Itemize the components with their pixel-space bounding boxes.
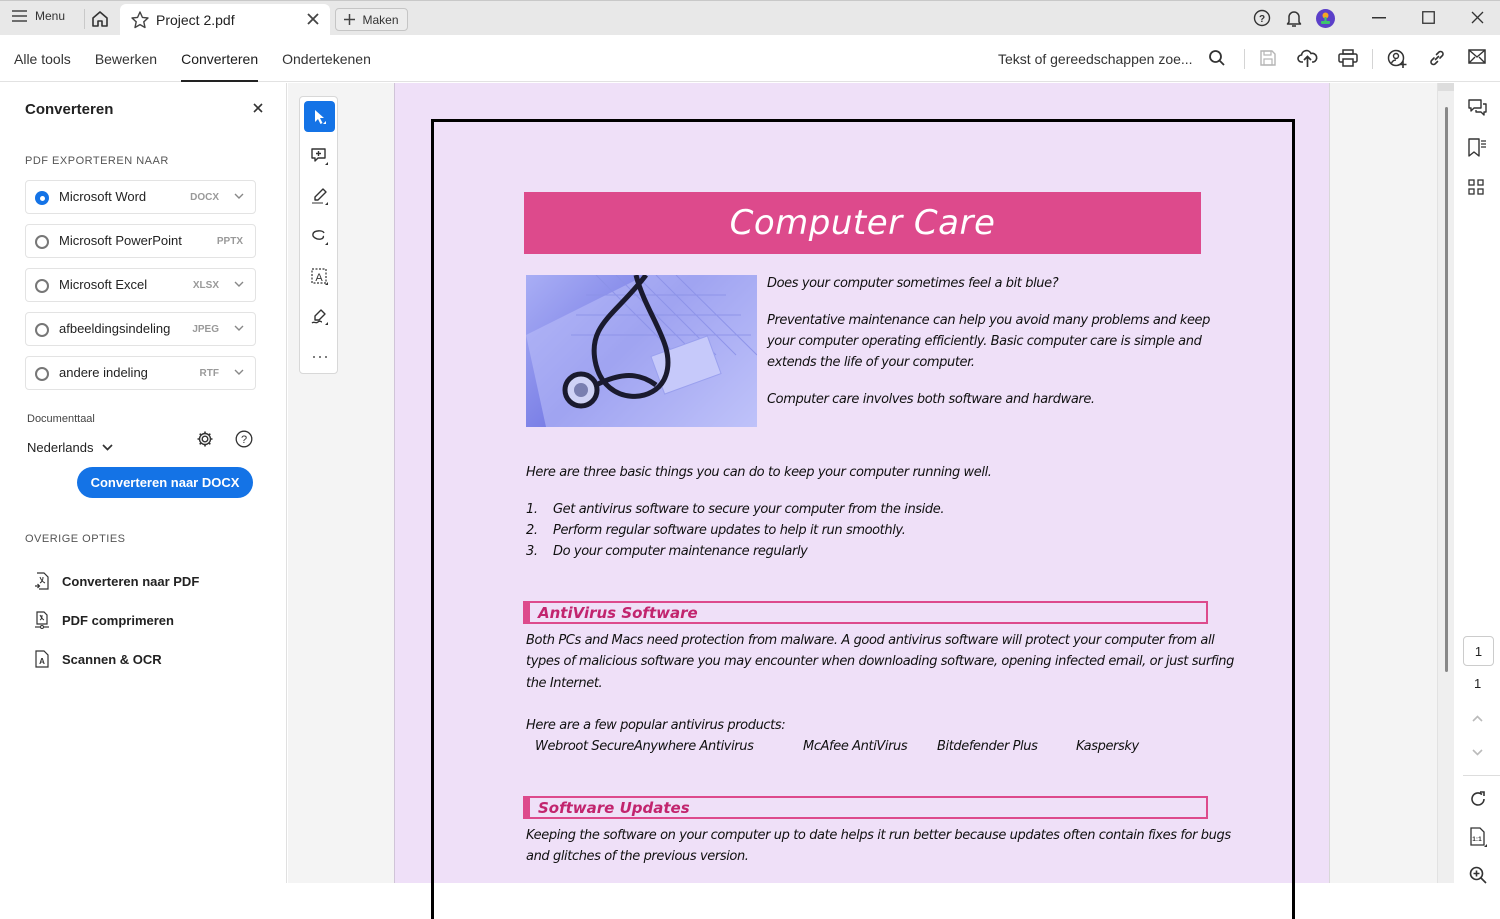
paragraph-line: Keeping the software on your computer up to date helps it run better because updates often contain fixes for bugs bbox=[526, 828, 1231, 843]
gear-icon bbox=[196, 430, 214, 448]
radio[interactable] bbox=[35, 279, 49, 293]
format-badge: XLSX bbox=[192, 280, 219, 291]
settings-button[interactable] bbox=[196, 430, 214, 448]
page-count: 1 bbox=[1474, 676, 1482, 691]
maximize-button[interactable] bbox=[1422, 11, 1435, 24]
format-badge: RTF bbox=[199, 368, 219, 379]
svg-text:?: ? bbox=[240, 434, 248, 446]
help-button[interactable] bbox=[235, 430, 253, 448]
other-options-label: OVERIGE OPTIES bbox=[25, 533, 126, 545]
list-item: Do your computer maintenance regularly bbox=[553, 544, 808, 559]
format-badge: PPTX bbox=[216, 236, 243, 247]
save-icon bbox=[1259, 49, 1277, 67]
export-option-image[interactable] bbox=[25, 312, 256, 346]
radio[interactable] bbox=[35, 235, 49, 249]
tab-title: Project 2.pdf bbox=[156, 12, 235, 28]
thumbnails-icon bbox=[1468, 179, 1484, 195]
viewer-gutter bbox=[1329, 83, 1437, 883]
radio[interactable] bbox=[35, 367, 49, 381]
export-option-other[interactable] bbox=[25, 356, 256, 390]
export-option-excel[interactable] bbox=[25, 268, 256, 302]
new-label: Maken bbox=[362, 12, 399, 27]
draw-button[interactable] bbox=[304, 221, 335, 252]
bookmarks-button[interactable] bbox=[1468, 138, 1487, 157]
save-button[interactable] bbox=[1259, 49, 1277, 67]
print-button[interactable] bbox=[1338, 49, 1358, 67]
section-heading-updates bbox=[523, 796, 1208, 819]
export-option-word[interactable] bbox=[25, 180, 256, 214]
product-name: Webroot SecureAnywhere Antivirus bbox=[535, 739, 754, 754]
intro-line: Computer care involves both software and hardware. bbox=[767, 392, 1095, 407]
radio-selected[interactable] bbox=[35, 191, 49, 205]
sign-button[interactable] bbox=[304, 301, 335, 332]
panel-title: Converteren bbox=[25, 101, 114, 118]
close-tab-icon[interactable] bbox=[306, 12, 320, 26]
document-tab[interactable] bbox=[120, 4, 330, 36]
share-user-icon bbox=[1387, 49, 1408, 69]
title-bar bbox=[0, 0, 1500, 35]
product-name: Kaspersky bbox=[1076, 739, 1139, 754]
help-icon bbox=[1253, 9, 1271, 27]
menu-label: Menu bbox=[35, 9, 66, 23]
document-language-label: Documenttaal bbox=[27, 413, 95, 425]
thumbnails-button[interactable] bbox=[1468, 179, 1484, 195]
highlight-pen-icon bbox=[310, 187, 330, 207]
export-option-powerpoint[interactable] bbox=[25, 224, 256, 258]
tab-alle-tools[interactable]: Alle tools bbox=[14, 51, 71, 67]
maximize-icon bbox=[1422, 11, 1435, 24]
chevron-down-icon[interactable] bbox=[234, 369, 244, 375]
format-badge: JPEG bbox=[192, 324, 219, 335]
document-language-dropdown[interactable] bbox=[27, 440, 113, 455]
section-heading-antivirus bbox=[523, 601, 1208, 624]
product-name: Bitdefender Plus bbox=[937, 739, 1038, 754]
quick-tools bbox=[299, 96, 338, 374]
chevron-down-icon[interactable] bbox=[234, 193, 244, 199]
list-item: Perform regular software updates to help it run smoothly. bbox=[553, 523, 906, 538]
main-toolbar bbox=[0, 35, 1500, 82]
upload-button[interactable] bbox=[1297, 49, 1318, 68]
select-cursor-icon bbox=[310, 107, 330, 127]
page-number-input[interactable]: 1 bbox=[1463, 636, 1494, 666]
menu-icon bbox=[12, 10, 27, 22]
divider bbox=[1372, 49, 1373, 69]
divider bbox=[1463, 775, 1500, 776]
close-icon bbox=[253, 103, 263, 113]
add-comment-icon bbox=[310, 147, 330, 167]
list-number: 2. bbox=[526, 523, 538, 538]
star-icon[interactable] bbox=[130, 10, 150, 30]
minimize-button[interactable] bbox=[1372, 17, 1386, 19]
paragraph-line: Both PCs and Macs need protection from malware. A good antivirus software will protect your computer from all bbox=[526, 633, 1215, 648]
notifications-button[interactable] bbox=[1285, 9, 1303, 28]
scan-ocr-icon bbox=[34, 650, 50, 668]
document-title-banner bbox=[524, 192, 1201, 254]
right-rail bbox=[1454, 83, 1500, 883]
mail-icon bbox=[1468, 49, 1486, 64]
panel-close-button[interactable] bbox=[253, 103, 263, 113]
avatar[interactable] bbox=[1316, 9, 1335, 28]
plus-icon bbox=[344, 14, 355, 25]
comments-icon bbox=[1468, 99, 1487, 117]
search-icon bbox=[1208, 49, 1226, 67]
tab-bewerken[interactable]: Bewerken bbox=[94, 51, 158, 67]
rotate-icon bbox=[1469, 790, 1487, 808]
intro-line: your computer operating efficiently. Basic computer care is simple and bbox=[767, 334, 1202, 349]
more-icon bbox=[312, 355, 328, 359]
paragraph-line: the Internet. bbox=[526, 676, 603, 691]
divider bbox=[84, 9, 85, 29]
export-section-label: PDF EXPORTEREN NAAR bbox=[25, 155, 169, 167]
svg-text:?: ? bbox=[1258, 14, 1266, 25]
pdf-page bbox=[431, 119, 1295, 919]
scroll-up-arrow[interactable] bbox=[1438, 83, 1455, 91]
chevron-down-icon[interactable] bbox=[234, 325, 244, 331]
add-comment-button[interactable] bbox=[304, 141, 335, 172]
home-icon bbox=[90, 9, 110, 29]
document-language-value: Nederlands bbox=[27, 440, 94, 455]
radio[interactable] bbox=[35, 323, 49, 337]
document-viewer[interactable] bbox=[394, 83, 1329, 883]
products-intro: Here are a few popular antivirus products: bbox=[526, 718, 786, 733]
compress-pdf-option[interactable] bbox=[34, 611, 174, 629]
help-icon bbox=[235, 430, 253, 448]
option-label: Microsoft Excel bbox=[59, 277, 148, 292]
freehand-draw-icon bbox=[310, 227, 330, 247]
list-item: Get antivirus software to secure your computer from the inside. bbox=[553, 502, 945, 517]
rotate-button[interactable] bbox=[1469, 790, 1487, 808]
text-select-button[interactable] bbox=[304, 261, 335, 292]
print-icon bbox=[1338, 49, 1358, 67]
paragraph-line: types of malicious software you may encounter when downloading software, opening infected email, or just surfing bbox=[526, 654, 1234, 669]
option-label: Scannen & OCR bbox=[62, 651, 162, 667]
section-heading-text: Software Updates bbox=[538, 799, 690, 817]
sign-icon bbox=[310, 307, 330, 327]
help-button[interactable] bbox=[1253, 9, 1271, 27]
page-up-icon bbox=[1472, 715, 1483, 722]
vertical-scrollbar[interactable] bbox=[1437, 83, 1454, 883]
svg-text:1:1: 1:1 bbox=[1472, 836, 1482, 843]
page-down-button[interactable] bbox=[1472, 749, 1483, 756]
paragraph-line: and glitches of the previous version. bbox=[526, 849, 749, 864]
option-label: Microsoft PowerPoint bbox=[59, 233, 182, 248]
zoom-in-button[interactable] bbox=[1469, 866, 1487, 884]
stethoscope-laptop-image bbox=[526, 275, 757, 427]
window-close-icon bbox=[1471, 11, 1484, 24]
home-button[interactable] bbox=[90, 9, 110, 29]
email-button[interactable] bbox=[1468, 49, 1486, 64]
convert-to-pdf-option[interactable] bbox=[34, 572, 199, 590]
option-label: afbeeldingsindeling bbox=[59, 321, 171, 336]
scan-ocr-option[interactable] bbox=[34, 650, 162, 668]
select-tool-button[interactable] bbox=[304, 101, 335, 132]
bell-icon bbox=[1285, 9, 1303, 28]
search-button[interactable] bbox=[1208, 49, 1226, 67]
option-label: Microsoft Word bbox=[59, 189, 147, 204]
convert-to-pdf-icon bbox=[34, 572, 50, 590]
comments-button[interactable] bbox=[1468, 99, 1487, 117]
option-label: Converteren naar PDF bbox=[62, 573, 200, 589]
actual-size-button[interactable] bbox=[1469, 827, 1487, 847]
tab-converteren[interactable]: Converteren bbox=[181, 35, 258, 82]
menu-button[interactable] bbox=[12, 9, 65, 23]
intro-line: Preventative maintenance can help you avoid many problems and keep bbox=[767, 313, 1210, 328]
chevron-down-icon[interactable] bbox=[234, 281, 244, 287]
copy-link-button[interactable] bbox=[1428, 49, 1446, 67]
chevron-down-icon bbox=[102, 444, 113, 451]
svg-text:A: A bbox=[314, 271, 323, 284]
tool-tabs bbox=[14, 35, 371, 82]
window-close-button[interactable] bbox=[1471, 11, 1484, 24]
search-input[interactable]: Tekst of gereedschappen zoe... bbox=[998, 51, 1193, 67]
share-button[interactable] bbox=[1387, 49, 1408, 69]
option-label: PDF comprimeren bbox=[62, 612, 174, 628]
divider bbox=[1244, 49, 1245, 69]
convert-panel bbox=[0, 83, 287, 883]
product-name: McAfee AntiVirus bbox=[803, 739, 908, 754]
page-up-button[interactable] bbox=[1472, 715, 1483, 722]
section-heading-text: AntiVirus Software bbox=[538, 604, 698, 622]
text-select-icon bbox=[310, 267, 330, 287]
format-badge: DOCX bbox=[190, 192, 219, 203]
cloud-upload-icon bbox=[1297, 49, 1318, 68]
link-icon bbox=[1428, 49, 1446, 67]
intro-line: Does your computer sometimes feel a bit blue? bbox=[767, 276, 1059, 291]
tab-ondertekenen[interactable]: Ondertekenen bbox=[282, 51, 371, 67]
page-down-icon bbox=[1472, 749, 1483, 756]
option-label: andere indeling bbox=[59, 365, 148, 380]
list-number: 1. bbox=[526, 502, 538, 517]
actual-size-icon bbox=[1469, 827, 1487, 847]
bookmarks-icon bbox=[1468, 138, 1487, 157]
scrollbar-thumb[interactable] bbox=[1445, 107, 1448, 672]
highlight-button[interactable] bbox=[304, 181, 335, 212]
convert-to-docx-button[interactable]: Converteren naar DOCX bbox=[77, 467, 253, 498]
minimize-icon bbox=[1372, 17, 1386, 19]
list-number: 3. bbox=[526, 544, 538, 559]
document-title: Computer Care bbox=[729, 203, 996, 243]
list-intro: Here are three basic things you can do to keep your computer running well. bbox=[526, 465, 992, 480]
more-tools-button[interactable] bbox=[304, 341, 335, 372]
zoom-in-icon bbox=[1469, 866, 1487, 884]
svg-text:A: A bbox=[39, 657, 45, 666]
new-button[interactable] bbox=[335, 8, 408, 31]
compress-pdf-icon bbox=[34, 611, 50, 629]
intro-line: extends the life of your computer. bbox=[767, 355, 975, 370]
